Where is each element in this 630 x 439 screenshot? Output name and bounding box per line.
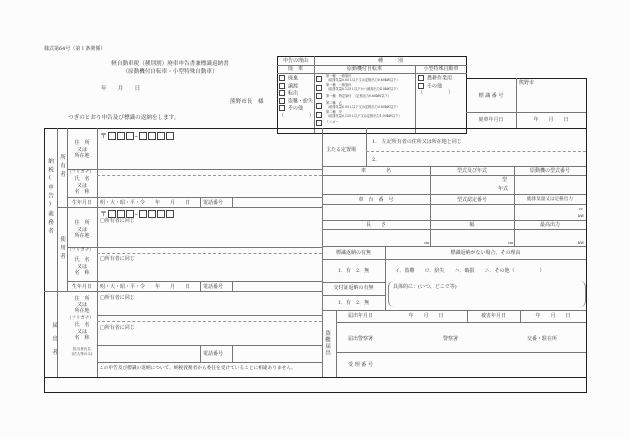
model-year-header: 型式及び年式	[456, 168, 487, 174]
engine-model-header: 原動機の型式番号	[529, 168, 570, 174]
type-approval-input[interactable]	[431, 205, 513, 219]
gendoki-option-3[interactable]: 第一種 特定原付 （定格出力0.60kW以下）	[316, 92, 402, 101]
max-output-header: 最高出力	[539, 222, 560, 228]
notifier-label: 届出者	[51, 322, 57, 363]
notifier-name-label: 氏 名 又は 名 称	[74, 322, 90, 341]
user-address-label: 住 所 又は 所在地	[74, 220, 90, 239]
reason-option-other[interactable]: その他	[279, 105, 314, 113]
haisha-header: 廃 車	[287, 66, 303, 72]
intro-text: つぎのとおり申告及び標識の返納をします。	[68, 115, 180, 121]
owner-address-label: 住 所 又は 所在地	[74, 140, 90, 159]
year-suffix: 年式	[498, 186, 509, 192]
cc-unit: cc	[579, 207, 583, 211]
width-unit: cm	[508, 241, 514, 245]
damage-date-input[interactable]: 年 月 日	[535, 313, 571, 319]
user-birth-input[interactable]: 明・大・昭・平・令 年 月 日	[100, 284, 191, 290]
user-label: 使用者	[59, 236, 65, 262]
chassis-number-header: 車 台 番 号	[358, 197, 394, 203]
car-name-input[interactable]	[323, 176, 429, 193]
user-phone-label: 電話番号	[203, 284, 224, 290]
owner-address-input[interactable]	[98, 140, 321, 168]
gendoki-option-4[interactable]: 第二種 乙 （総排気量0.09Ｌ以下又は定格出力0.80kW以下）	[316, 101, 402, 110]
owner-furigana-label: （フリガナ）	[67, 170, 94, 175]
person-in-charge-label: 担当者氏名 (法人等のみ)	[71, 347, 93, 356]
displacement-header: 総排気量又は定格出力	[527, 197, 573, 202]
declaration-text: この申告及び標識の返納について、納税義務者から委任を受けていることに相違ありません。	[99, 366, 296, 371]
addressee: 熊野市長 様	[230, 99, 264, 105]
koban-suffix: 交番・駐在所	[527, 336, 558, 342]
receipt-number-label: 受 理 番 号	[348, 362, 373, 368]
kogata-list	[418, 75, 453, 97]
owner-phone-label: 電話番号	[203, 200, 224, 206]
kogata-option-other[interactable]: その他	[418, 83, 453, 91]
engine-model-input[interactable]	[515, 176, 585, 193]
reason-option-tonan[interactable]: 盗難・紛失	[279, 98, 314, 106]
owner-phone-input[interactable]	[233, 198, 321, 206]
police-label: 届出警察署	[347, 336, 373, 342]
storage-place-label: 主たる定置場	[326, 147, 357, 153]
kogata-option-farm[interactable]: 農耕作業用	[418, 75, 453, 83]
gendoki-option-minicar[interactable]: ミニカー	[316, 119, 402, 126]
reason-option-tenshutsu[interactable]: 転出	[279, 90, 314, 98]
reason-header: 申告の理由	[282, 58, 308, 64]
haisha-date-label: 廃車年月日	[478, 117, 504, 123]
form-title: 軽自動車税（種別割）廃車申告書兼標識返納書	[111, 61, 229, 67]
notifier-address-same-checkbox[interactable]: □所有者に同じ	[100, 295, 135, 301]
gendoki-list	[316, 74, 402, 126]
model-suffix: 型	[502, 177, 508, 183]
type-header: 種 別	[377, 58, 403, 64]
reason-option-joto[interactable]: 譲渡	[279, 83, 314, 91]
plate-return-label: 標識返納の有無	[335, 250, 371, 256]
detail-label: 具体的に：(いつ、どこで等)	[393, 284, 457, 290]
report-date-label: 届出年月日	[347, 313, 373, 319]
cert-return-label: 交付証返納の有無	[333, 285, 374, 291]
owner-name-input[interactable]	[98, 176, 321, 196]
plate-return-yes-no[interactable]: 1．有 2．無	[337, 268, 370, 274]
receipt-number-input[interactable]	[386, 353, 585, 376]
length-unit: cm	[424, 241, 430, 245]
owner-name-label: 氏 名 又は 名 称	[74, 176, 90, 195]
gendoki-option-1[interactable]: 第一種 一般原付 （総排気量0.05Ｌ以下又は定格出力0.60kW以下）	[316, 74, 402, 83]
width-header: 幅	[469, 222, 475, 228]
cert-return-yes-no[interactable]: 1．有 2．無	[337, 300, 370, 306]
notifier-address-label: 住 所 又は 所在地	[74, 296, 90, 315]
notifier-name-same-checkbox[interactable]: □所有者に同じ	[100, 325, 135, 331]
kogata-header: 小型特殊自動車	[423, 66, 459, 72]
car-name-header: 車 名	[360, 168, 391, 174]
plate-number-label: 標 識 番 号	[478, 93, 504, 99]
plate-number-input[interactable]	[517, 86, 585, 111]
chassis-number-input[interactable]	[323, 205, 429, 219]
user-birth-label: 生年月日	[71, 284, 92, 290]
owner-postal-code[interactable]: 〒 –	[100, 131, 175, 141]
user-postal-code[interactable]: 〒 –	[100, 209, 175, 219]
reason-other-input[interactable]: （ ）	[279, 112, 315, 119]
storage-option-2[interactable]: 2.	[372, 157, 377, 163]
kw-unit-max: kW	[578, 240, 585, 245]
no-return-reason-label: 標識返納がない場合、その理由	[450, 250, 521, 256]
reason-option-haiki[interactable]: 廃棄	[279, 75, 314, 83]
theft-report-label: 盗難届出	[324, 330, 330, 357]
gendoki-option-2[interactable]: 第一種 一般原付 （総排気量0.125Ｌ以下かつ最高出力4.0kW以下）	[316, 83, 402, 92]
damage-date-label: 被害年月日	[480, 313, 506, 319]
owner-birth-label: 生年月日	[71, 200, 92, 206]
form-subtitle: （原動機付自転車・小型特殊自動車）	[122, 69, 218, 75]
user-address-same-checkbox[interactable]: □所有者に同じ	[100, 218, 135, 224]
owner-birth-input[interactable]: 明・大・昭・平・令 年 月 日	[100, 200, 191, 206]
kogata-other-input[interactable]: （ ）	[418, 90, 454, 96]
kw-unit-displacement: kW	[578, 213, 585, 218]
notifier-furigana-label: （フリガナ）	[67, 316, 94, 321]
storage-option-1[interactable]: 1. 左記所有者の住所又は所在地と同じ	[372, 139, 462, 145]
reason-list	[279, 75, 314, 120]
type-approval-header: 型式認定番号	[456, 197, 487, 203]
notifier-phone-label: 電話番号	[203, 351, 224, 357]
length-header: 長 さ	[365, 222, 386, 228]
user-name-label: 氏 名 又は 名 称	[74, 257, 90, 276]
report-date-input[interactable]: 年 月 日	[408, 313, 444, 319]
no-return-reasons[interactable]: イ．盗難 ロ．紛失 ハ．破損 ニ．その他（ ）	[395, 268, 545, 274]
user-furigana-label: （フリガナ）	[67, 248, 94, 253]
owner-label: 所有者	[59, 154, 65, 180]
gendoki-header: 原動機付自転車	[346, 66, 382, 72]
form-number: 様式第64号（第１条関係）	[44, 46, 106, 52]
police-station-suffix: 警察署	[443, 336, 459, 342]
haisha-date-input[interactable]: 年 月 日	[533, 117, 569, 123]
submission-date[interactable]: 年 月 日	[101, 86, 141, 92]
taxpayer-section-label: 納税(申告)義務者	[47, 158, 53, 237]
gendoki-option-5[interactable]: 第二種 甲 （総排気量0.125Ｌ以下又は定格出力1.00kW以下）	[316, 110, 402, 119]
plate-prefix: 熊野市	[519, 80, 535, 86]
user-name-same-checkbox[interactable]: □所有者に同じ	[100, 256, 135, 262]
